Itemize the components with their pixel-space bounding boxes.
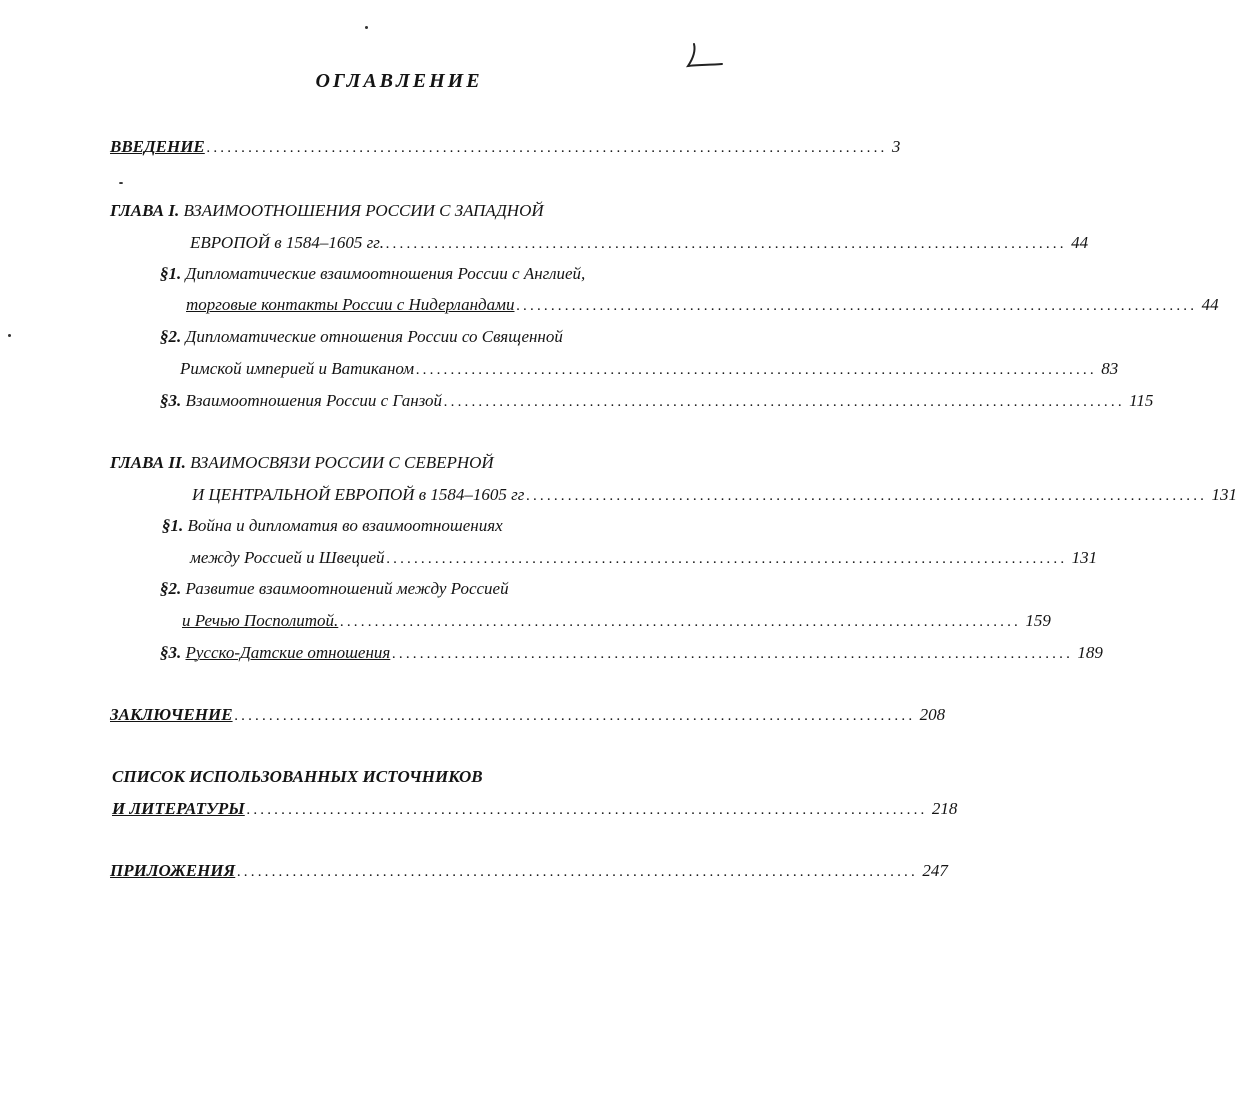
toc-page-number: 218 [931,799,958,818]
chapter-title-line2: ЕВРОПОЙ в 1584–1605 гг. [190,233,384,252]
toc-page-number: 115 [1129,391,1154,410]
dot-leader: .................................................................................................. [516,298,1198,314]
section-number: §3. [160,643,182,662]
toc-page-number: 3 [891,137,901,156]
toc-entry-appendix [110,860,948,883]
toc-entry-section-2-3 [160,642,1103,665]
page-title: ОГЛАВЛЕНИЕ [315,70,483,92]
dot-leader: .................................................................................................. [385,236,1068,252]
dot-leader: .................................................................................................. [386,551,1068,567]
toc-entry-chapter-1 [190,232,1089,255]
chapter-label: ГЛАВА I. [110,201,180,220]
chapter-label: ГЛАВА II. [110,453,186,472]
section-title-line2: и Речью Посполитой. [182,611,339,630]
scan-speck [365,26,368,29]
dot-leader: .................................................................................................. [416,362,1098,378]
toc-entry-label: ВВЕДЕНИЕ [110,137,205,156]
toc-page-number: 44 [1071,233,1089,252]
section-title-line2: между Россией и Швецией [190,548,385,567]
dot-leader: .................................................................................................. [246,802,928,818]
toc-entry-sources [112,798,958,821]
section-1-2-heading [160,326,563,348]
toc-entry-section-1-3 [160,390,1154,413]
toc-entry-section-2-1 [190,547,1098,570]
toc-page-number: 159 [1025,611,1051,630]
toc-page-number: 44 [1201,295,1219,314]
chapter-title-line1: ВЗАИМООТНОШЕНИЯ РОССИИ С ЗАПАДНОЙ [183,201,544,220]
section-title-line2: торговые контакты России с Нидерландами [186,295,515,314]
toc-entry-label: ЗАКЛЮЧЕНИЕ [110,705,233,724]
section-number: §1. [160,264,182,283]
toc-entry-intro [110,136,901,159]
sources-heading-line1: СПИСОК ИСПОЛЬЗОВАННЫХ ИСТОЧНИКОВ [112,767,483,786]
toc-page-number: 189 [1077,643,1103,662]
toc-page-number: 131 [1071,548,1098,567]
chapter-2-heading [110,452,494,474]
section-number: §3. [160,391,182,410]
section-heading [160,390,442,412]
dot-leader: .................................................................................................. [206,140,888,156]
toc-entry-label: ПРИЛОЖЕНИЯ [110,861,236,880]
toc-entry-chapter-2 [192,484,1237,507]
dot-leader: .................................................................................................. [340,614,1022,630]
dot-leader: .................................................................................................. [392,646,1074,662]
toc-entry-conclusion [110,704,946,727]
section-number: §2. [160,327,182,346]
section-title-line1: Русско-Датские отношения [185,643,391,662]
toc-entry-section-1-2 [180,358,1119,381]
toc-entry-label: И ЛИТЕРАТУРЫ [112,799,245,818]
handwritten-page-number [682,40,726,72]
section-title-line1: Война и дипломатия во взаимоотношениях [187,516,503,535]
dot-leader: .................................................................................................. [444,394,1126,410]
toc-page-number: 131 [1211,485,1237,504]
chapter-title-line1: ВЗАИМОСВЯЗИ РОССИИ С СЕВЕРНОЙ [190,453,494,472]
scan-speck [119,182,123,184]
section-title-line1: Дипломатические отношения России со Священной [185,327,563,346]
section-number: §2. [160,579,182,598]
section-heading [160,642,390,664]
chapter-1-heading [110,200,544,222]
toc-page-number: 247 [922,861,948,880]
toc-page-number: 83 [1101,359,1119,378]
toc-entry-section-1-1 [186,294,1219,317]
section-title-line1: Дипломатические взаимоотношения России с Англией, [185,264,586,283]
toc-entry-section-2-2 [182,610,1051,633]
section-title-line1: Развитие взаимоотношений между Россией [185,579,509,598]
dot-leader: .................................................................................................. [526,488,1208,504]
chapter-title-line2: И ЦЕНТРАЛЬНОЙ ЕВРОПОЙ в 1584–1605 гг [192,485,525,504]
section-number: §1. [162,516,184,535]
dot-leader: .................................................................................................. [237,864,919,880]
section-2-1-heading [162,515,503,537]
section-title-line1: Взаимоотношения России с Ганзой [185,391,443,410]
toc-page-number: 208 [919,705,946,724]
section-1-1-heading [160,263,585,285]
scan-speck [8,334,11,337]
section-title-line2: Римской империей и Ватиканом [180,359,415,378]
section-2-2-heading [160,578,509,600]
dot-leader: .................................................................................................. [234,708,916,724]
